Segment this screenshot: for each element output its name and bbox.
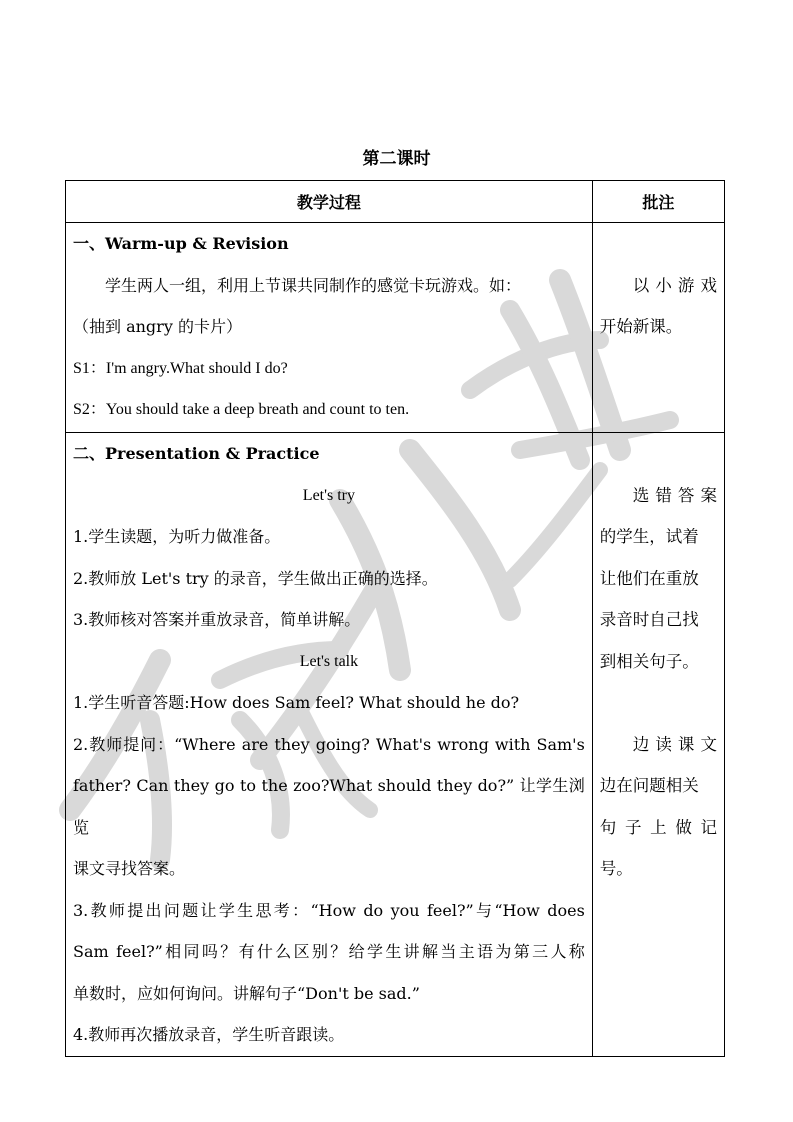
lets-try-line: 2.教师放 Let's try 的录音，学生做出正确的选择。 — [73, 568, 438, 588]
section1-line: （抽到 angry 的卡片） — [73, 317, 242, 336]
section1-content — [66, 223, 593, 433]
lesson-plan-table — [65, 180, 725, 1057]
section2-note-line: 号。 — [599, 859, 633, 878]
section2-note-line: 选错答案 — [632, 485, 717, 505]
lets-talk-line: father? Can they go to the zoo?What should they do?” 让学生浏览 — [73, 776, 585, 837]
lets-talk-line: 4.教师再次播放录音，学生听音跟读。 — [73, 1025, 345, 1044]
lets-try-line: 3.教师核对答案并重放录音，简单讲解。 — [73, 610, 361, 629]
lets-talk-line: 1.学生听音答题:How does Sam feel? What should he do? — [73, 693, 520, 712]
lesson-title: 第二课时 — [362, 149, 431, 169]
section2-note-line: 让他们在重放 — [599, 568, 699, 588]
section1-line: S2：You should take a deep breath and count to ten. — [73, 401, 410, 418]
lets-try-line: 1.学生读题，为听力做准备。 — [73, 527, 281, 546]
section1-line: 学生两人一组，利用上节课共同制作的感觉卡玩游戏。如： — [105, 275, 522, 295]
section1-note-line: 开始新课。 — [599, 317, 683, 336]
section2-note-line: 句子上做记 — [599, 817, 717, 837]
header-teaching-process: 教学过程 — [66, 181, 593, 223]
section2-heading: 二、Presentation & Practice — [73, 444, 320, 463]
lets-talk-line: 3.教师提出问题让学生思考：“How do you feel?”与“How does — [73, 900, 585, 920]
lets-try-title: Let's try — [302, 486, 355, 504]
lets-talk-line: 单数时，应如何询问。讲解句子“Don't be sad.” — [73, 983, 420, 1003]
section2-notes — [592, 433, 724, 1057]
section2-note-line: 到相关句子。 — [599, 651, 699, 671]
section2-note-line: 录音时自己找 — [599, 610, 699, 629]
lets-talk-line: Sam feel?”相同吗？有什么区别？给学生讲解当主语为第三人称 — [73, 942, 585, 961]
lets-talk-line: 课文寻找答案。 — [73, 859, 186, 878]
header-notes: 批注 — [592, 181, 724, 223]
section2-content — [66, 433, 593, 1057]
section1-heading: 一、Warm-up & Revision — [73, 234, 289, 253]
lets-talk-line: 2.教师提问：“Where are they going? What's wrong with Sam's — [73, 734, 585, 754]
section2-note-line: 边读课文 — [632, 734, 717, 754]
section1-note-line: 以小游戏 — [632, 275, 717, 295]
lets-talk-title: Let's talk — [299, 652, 359, 670]
section2-note-line: 边在问题相关 — [599, 776, 699, 795]
section1-notes — [592, 223, 724, 433]
section1-line: S1：I'm angry.What should I do? — [73, 359, 288, 377]
section2-note-line: 的学生，试着 — [599, 527, 699, 546]
